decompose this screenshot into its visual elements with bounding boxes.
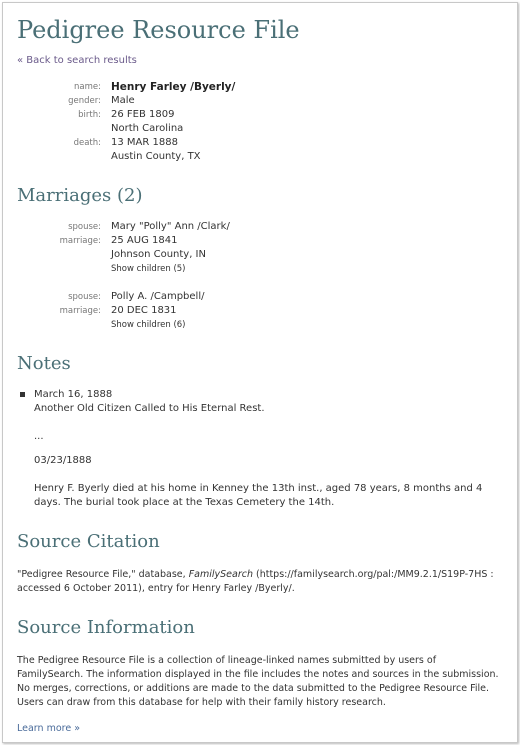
gender-label: gender: bbox=[68, 96, 101, 106]
source-citation-text: "Pedigree Resource File," database, FamilySearch (https://familysearch.org/pal:/MM9.2.1/S19P-7HS : accessed 6 October 2011), entry for Henry Farley /Byerly/. bbox=[17, 569, 494, 594]
spouse-label: spouse: bbox=[68, 222, 101, 232]
marriage-date: 25 AUG 1841 bbox=[111, 235, 178, 246]
spouse-label: spouse: bbox=[68, 292, 101, 302]
source-citation-heading: Source Citation bbox=[17, 531, 160, 552]
death-date: 13 MAR 1888 bbox=[111, 137, 178, 148]
note-item bbox=[17, 388, 503, 510]
note-date: March 16, 1888 bbox=[34, 389, 113, 400]
marriages-heading: Marriages (2) bbox=[17, 185, 143, 206]
marriage-date: 20 DEC 1831 bbox=[111, 305, 177, 316]
source-information-text: The Pedigree Resource File is a collection of lineage-linked names submitted by users of FamilySearch. The information displayed in the file includes the notes and sources in the submission. No merges, corrections, or additions are made to the data submitted to the Pedigree Resource File. Users can draw from this database for help with their family history research. bbox=[17, 655, 499, 708]
spouse-link[interactable]: Mary "Polly" Ann /Clark/ bbox=[111, 221, 230, 232]
bullet-icon bbox=[20, 392, 25, 397]
note-body: Henry F. Byerly died at his home in Kenney the 13th inst., aged 78 years, 8 months and 4 days. The burial took place at the Texas Cemetery the 14th. bbox=[34, 483, 483, 508]
page-title: Pedigree Resource File bbox=[17, 16, 300, 44]
marriage-1 bbox=[17, 220, 503, 276]
marriage-place: Johnson County, IN bbox=[111, 249, 206, 260]
name-label: name: bbox=[74, 82, 101, 92]
back-to-results-link[interactable]: « Back to search results bbox=[17, 55, 137, 66]
learn-more-link[interactable]: Learn more » bbox=[17, 723, 81, 734]
person-details bbox=[17, 80, 503, 164]
death-label: death: bbox=[73, 138, 101, 148]
note-headline: Another Old Citizen Called to His Eternal Rest. bbox=[34, 403, 265, 414]
person-name: Henry Farley /Byerly/ bbox=[111, 81, 236, 93]
marriage-label: marriage: bbox=[59, 306, 101, 316]
page-frame bbox=[2, 2, 518, 743]
spouse-link[interactable]: Polly A. /Campbell/ bbox=[111, 291, 205, 302]
note-date-2: 03/23/1888 bbox=[34, 455, 92, 466]
marriage-2 bbox=[17, 290, 503, 332]
show-children-link[interactable]: Show children (5) bbox=[111, 264, 186, 274]
notes-heading: Notes bbox=[17, 353, 71, 374]
birth-date: 26 FEB 1809 bbox=[111, 109, 175, 120]
source-information-heading: Source Information bbox=[17, 617, 195, 638]
show-children-link[interactable]: Show children (6) bbox=[111, 320, 186, 330]
marriage-label: marriage: bbox=[59, 236, 101, 246]
person-gender: Male bbox=[111, 95, 135, 106]
death-place: Austin County, TX bbox=[111, 151, 201, 162]
record-content bbox=[3, 3, 517, 736]
note-ellipsis: ... bbox=[34, 431, 44, 442]
birth-label: birth: bbox=[78, 110, 101, 120]
notes-list bbox=[17, 388, 503, 510]
birth-place: North Carolina bbox=[111, 123, 184, 134]
